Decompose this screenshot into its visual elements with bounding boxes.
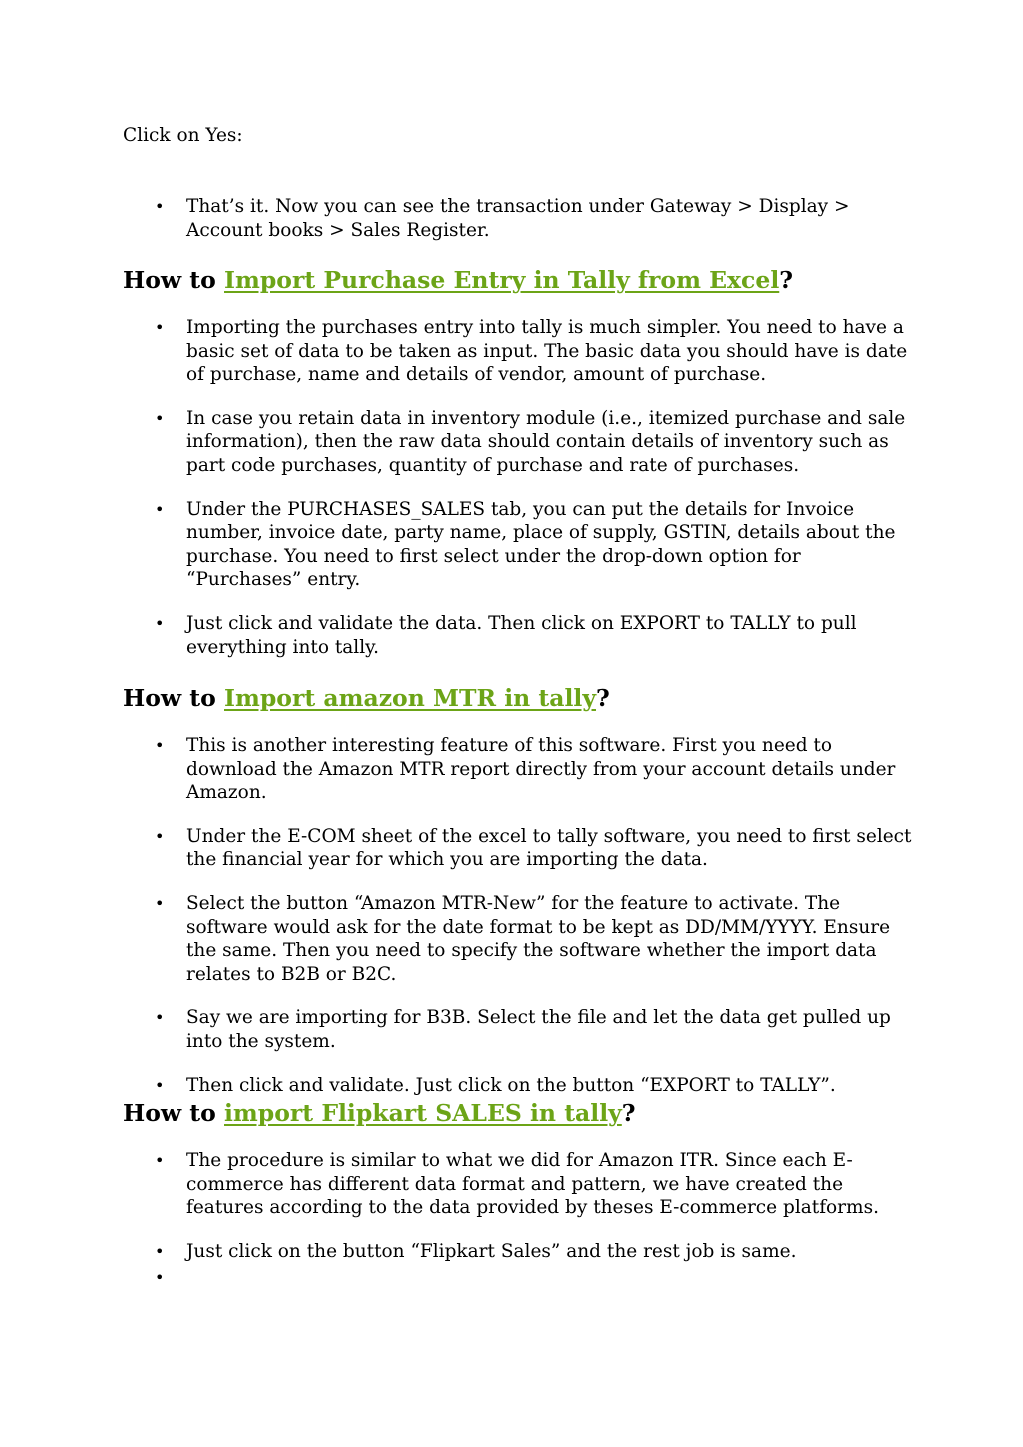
heading-suffix: ? <box>621 1099 636 1127</box>
list-item-text: Under the E-COM sheet of the excel to tally software, you need to first select the financial year for which you are importing the data. <box>186 825 912 871</box>
heading-link[interactable]: Import amazon MTR in tally <box>224 684 596 712</box>
list-item <box>123 1074 913 1098</box>
section-1 <box>123 265 913 295</box>
list-item-text: Say we are importing for B3B. Select the file and let the data get pulled up into the system. <box>186 1007 891 1052</box>
bullet-icon: • <box>155 197 165 216</box>
list-item-text: Importing the purchases entry into tally is much simpler. You need to have a basic set of data to be taken as input. The basic data you should have is date of purchase, name and details of vendor, amount of purchase. <box>186 317 908 386</box>
heading-link[interactable]: import Flipkart SALES in tally <box>224 1099 622 1127</box>
bullet-icon: • <box>155 1241 165 1261</box>
heading-prefix: How to <box>123 266 224 294</box>
list-item <box>123 498 913 592</box>
list-item <box>123 195 913 242</box>
intro-text: Click on Yes: <box>123 125 243 146</box>
list-item-text: The procedure is similar to what we did for Amazon ITR. Since each E-commerce has different data format and pattern, we have created the features according to the data provided by theses E-commerce platforms. <box>186 1150 879 1219</box>
list-item <box>123 1006 913 1053</box>
section-heading <box>123 1098 913 1128</box>
bullet-icon: • <box>155 893 165 913</box>
section-1-bullets <box>123 316 913 679</box>
list-item <box>123 1240 913 1264</box>
bullet-icon: • <box>155 318 165 337</box>
heading-link[interactable]: Import Purchase Entry in Tally from Excel <box>224 266 780 294</box>
bullet-list <box>123 195 913 242</box>
list-item-text: That’s it. Now you can see the transaction under Gateway > Display > Account books > Sales Register. <box>186 196 850 241</box>
list-item <box>123 612 913 659</box>
list-item <box>123 734 913 805</box>
list-item-text: Just click and validate the data. Then click on EXPORT to TALLY to pull everything into tally. <box>186 612 857 658</box>
list-item-text: Select the button “Amazon MTR-New” for the feature to activate. The software would ask for the date format to be kept as DD/MM/YYYY. Ensure the same. Then you need to specify the software whether the import data relates to B2B or B2C. <box>186 892 891 985</box>
list-item-text: In case you retain data in inventory module (i.e., itemized purchase and sale information), then the raw data should contain details of inventory such as part code purchases, quantity of purchase and rate of purchases. <box>186 407 906 476</box>
bullet-icon: • <box>155 826 165 846</box>
bullet-icon: • <box>155 613 165 633</box>
list-item <box>123 316 913 387</box>
bullet-icon: • <box>155 736 165 755</box>
bullet-list <box>123 1149 913 1263</box>
empty-bullet-icon: • <box>155 1268 165 1287</box>
list-item <box>123 1149 913 1220</box>
list-item-text: Then click and validate. Just click on the button “EXPORT to TALLY”. <box>186 1074 836 1096</box>
section-0 <box>123 195 913 262</box>
list-item-text: This is another interesting feature of this software. First you need to download the Amazon MTR report directly from your account details under Amazon. <box>186 735 896 804</box>
bullet-icon: • <box>155 1151 165 1170</box>
list-item-text: Just click on the button “Flipkart Sales” and the rest job is same. <box>186 1240 797 1262</box>
section-3 <box>123 1098 913 1128</box>
heading-prefix: How to <box>123 1099 224 1127</box>
bullet-icon: • <box>155 1008 165 1028</box>
bullet-icon: • <box>155 499 165 519</box>
bullet-list <box>123 316 913 659</box>
list-item-text: Under the PURCHASES_SALES tab, you can put the details for Invoice number, invoice date, party name, place of supply, GSTIN, details about the purchase. You need to first select under the drop-down option for “Purchases” entry. <box>186 498 896 591</box>
section-heading <box>123 683 913 713</box>
list-item <box>123 407 913 478</box>
list-item <box>123 825 913 872</box>
bullet-icon: • <box>155 408 165 428</box>
heading-suffix: ? <box>779 266 794 294</box>
bullet-list <box>123 734 913 1097</box>
heading-suffix: ? <box>595 684 610 712</box>
list-item <box>123 892 913 986</box>
section-3-bullets <box>123 1149 913 1263</box>
section-heading <box>123 265 913 295</box>
section-2 <box>123 683 913 713</box>
bullet-icon: • <box>155 1075 165 1095</box>
heading-prefix: How to <box>123 684 224 712</box>
section-2-bullets <box>123 734 913 1117</box>
